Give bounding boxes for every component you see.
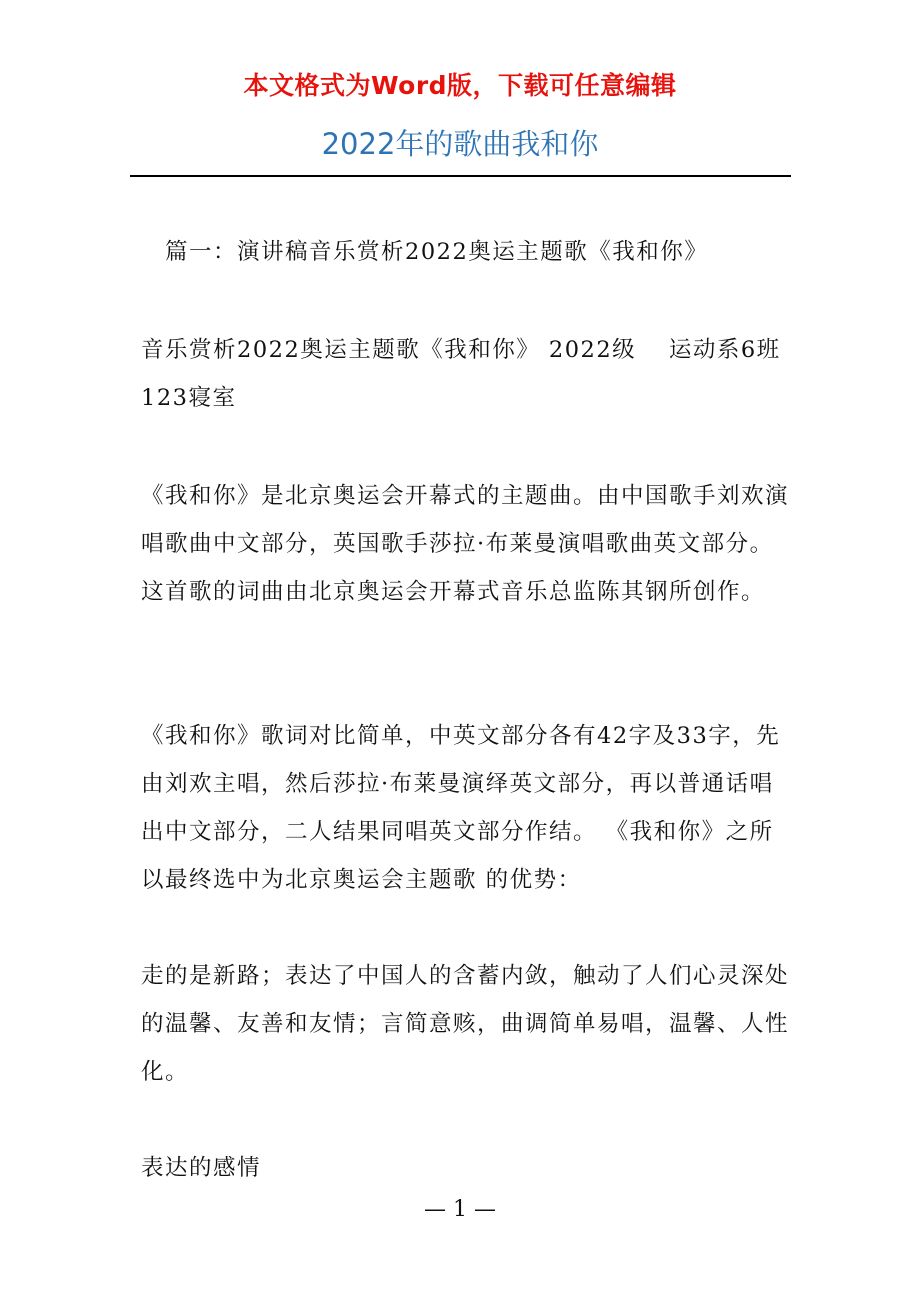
paragraph-class-info: 音乐赏析2022奥运主题歌《我和你》 2022级 运动系6班 123寝室	[141, 337, 838, 411]
paragraph-lyrics-analysis: 《我和你》歌词对比简单，中英文部分各有42字及33字，先由刘欢主唱，然后莎拉·布莱曼演绎英文部分，再以普通话唱出中文部分，二人结果同唱英文部分作结。 《我和你》之所以最终选中为北京奥运会主题歌 的优势：	[141, 723, 781, 893]
paragraph-advantages: 走的是新路；表达了中国人的含蓄内敛，触动了人们心灵深处的温馨、友善和友情；言简意赅，曲调简单易唱，温馨、人性化。	[141, 963, 790, 1085]
document-title: 2022年的歌曲我和你	[321, 127, 599, 161]
paragraph-chapter-heading: 篇一：演讲稿音乐赏析2022奥运主题歌《我和你》	[165, 239, 709, 265]
paragraph-song-intro: 《我和你》是北京奥运会开幕式的主题曲。由中国歌手刘欢演唱歌曲中文部分，英国歌手莎拉·布莱曼演唱歌曲英文部分。这首歌的词曲由北京奥运会开幕式音乐总监陈其钢所创作。	[141, 483, 790, 605]
paragraph-emotion-heading: 表达的感情	[141, 1155, 262, 1181]
title-divider	[130, 175, 791, 177]
page-number: — 1 —	[424, 1197, 496, 1222]
download-notice-banner: 本文格式为Word版，下载可任意编辑	[243, 71, 677, 100]
